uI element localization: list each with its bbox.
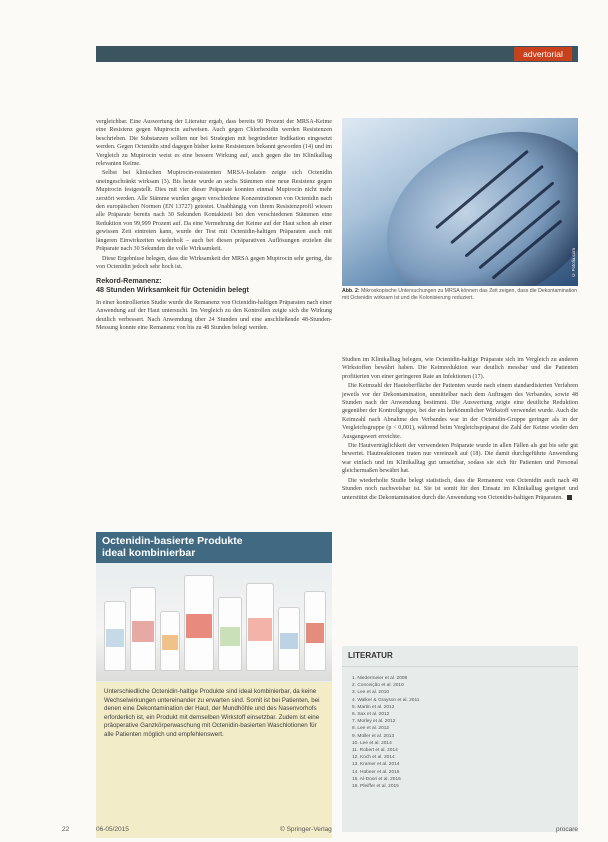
literature-item: 8. Lee et al. 2012 xyxy=(352,726,390,732)
photo-credit: © Fotolia.com xyxy=(571,248,576,278)
body-paragraph: Selbst bei klinischen Mupirocin-resistenten MRSA-Isolaten zeigte sich Octenidin uneingeschränkt wirksam (3). Bis heute wurde an sechs Stämmen eine neue Resistenz gegen Mupirocin festgestellt. Dies mit vier dieser Präparate konnten einmal Mupirocin nicht mehr zerstört werden. Alle Stämme wurden gegen verschiedene Konzentrationen von Octenidin nach den europäischen Normen (EN 13727) getestet. Unabhängig von ihrem Resistenzprofil wiesen alle Präparate bereits nach 30 Sekunden Kontaktzeit bei den verschiedenen Stämmen eine Reduktion von 99,999 Prozent auf. Da eine Vermehrung der Keime auf der Haut schon ab einer gewissen Zeit eintreten kann, wurde der Test mit Octenidin-haltigen Präparaten auch mit längeren Einwirkzeiten wiederholt – auch bei diesen präparativen Auflösungen erzielen die Präparate nach 30 Sekunden die volle Wirksamkeit. xyxy=(96,170,332,253)
literature-item: 16. Pfeiffer et al. 2015 xyxy=(352,784,399,790)
literature-list xyxy=(342,667,578,790)
box-text: Unterschiedliche Octenidin-haltige Produkte sind ideal kombinierbar, da keine Wechselwirkungen untereinander zu erwarten sind. Somit ist bei Patienten, bei denen eine Dekontamination der Haut, der Mundhöhle und des Nasenvorhofs erforderlich ist, ein Produkt mit demselben Wirkstoff einsetzbar. Zudem ist eine präoperative Ganzkörperwaschung mit Octenidin-basierten Waschlotionen für alle Patienten möglich und empfehlenswert. xyxy=(96,682,332,838)
product-bottle xyxy=(218,597,242,671)
body-paragraph: Die Hautverträglichkeit der verwendeten Präparate wurde in allen Fällen als gut bis sehr gut bewertet. Hautreaktionen traten nur vereinzelt auf (18). Die damit durchgeführte Anwendung war einfach und im Klinikalltag gut umsetzbar, sodass sie sich für Patienten und Personal gleichermaßen bewährt hat. xyxy=(342,443,578,475)
literature-box xyxy=(342,646,578,832)
body-paragraph: vergleichbar. Eine Auswertung der Literatur ergab, dass bereits 90 Prozent der MRSA-Keime eine Resistenz gegen Mupirocin aufweisen. Auch gegen Chlorhexidin werden Resistenzen beschrieben. Die Substanzen sollten nur bei Strategien mit begründeter Indikation eingesetzt werden. Gegen Octenidin sind dagegen bisher keine Resistenzen bekannt geworden (14) und im Vergleich zu Mupirocin weist es eine bessere Wirkung auf, auch gegen die im Klinikalltag relevanten Keime. xyxy=(96,119,332,168)
literature-item: 10. Lee et al. 2014 xyxy=(352,740,392,746)
section-tab-advertorial: advertorial xyxy=(514,47,572,61)
right-text-column xyxy=(342,356,578,503)
body-paragraph: Studien im Klinikalltag belegen, wie Octenidin-haltige Präparate sich im Vergleich zu anderen Wirkstoffen bewährt haben. Die Keimreduktion war deutlich messbar und die Patienten profitierten von einer geringeren Rate an Infektionen (17). xyxy=(342,357,578,380)
journal-name: procare xyxy=(555,826,578,833)
body-paragraph xyxy=(342,477,578,502)
product-bottle xyxy=(246,583,274,671)
body-paragraph: Die Keimzahl der Hautoberfläche der Patienten wurde nach einem standardisierten Verfahren jeweils vor der Dekontamination, unmittelbar nach dem Auftragen des Verbandes, sowie 48 Stunden nach der Anwendung bestimmt. Die Auswertung zeigte eine deutliche Reduktion gegenüber der Kontrollgruppe, bei der ein herkömmlicher Wirkstoff verwendet wurde. Auch die Keimzahl nach Abnahme des Verbandes war in der Octenidin-Gruppe geringer als in der Vergleichsgruppe (p < 0,001), während beim Vergleichspräparat die Zahl der Keime wieder den Ausgangswert erreichte. xyxy=(342,383,578,440)
page-number: 22 xyxy=(62,826,70,833)
literature-item: 3. Lee et al. 2010 xyxy=(352,690,390,696)
mrsa-culture-photo xyxy=(342,118,578,286)
product-bottle xyxy=(160,611,180,671)
literature-item: 9. Müller et al. 2013 xyxy=(352,733,395,739)
literature-item: 11. Robert et al. 2014 xyxy=(352,748,398,754)
product-bottle xyxy=(278,607,300,671)
product-bottle xyxy=(130,587,156,671)
photo-caption xyxy=(342,288,578,301)
literature-item: 5. Martin et al. 2012 xyxy=(352,704,395,710)
literature-item: 13. Kramer et al. 2014 xyxy=(352,762,400,768)
product-bottle xyxy=(304,591,326,671)
issue-date: 06-05/2015 xyxy=(96,826,129,833)
literature-item: 14. Hübner et al. 2015 xyxy=(352,769,400,775)
box-title-line-2: ideal kombinierbar xyxy=(102,546,196,559)
paragraph-text: Die wiederholte Studie belegt statistisch, dass die Remanenz von Octenidin auch nach 48 Stunden noch nachweisbar ist. Sie ist somit für den Einsatz im Klinikalltag geeignet und unterstützt die Dekontamination durch die Anwendung von Octenidin-haltigen Präparaten. xyxy=(342,477,578,501)
end-of-article-mark xyxy=(567,495,572,500)
literature-item: 6. Sax et al. 2012 xyxy=(352,712,390,718)
section-header-band xyxy=(96,46,578,62)
literature-item: 4. Walker & Grayson et al. 2011 xyxy=(352,697,420,703)
section-subheading xyxy=(96,277,332,295)
literature-item: 15. Al-Doori et al. 2015 xyxy=(352,776,401,782)
caption-text: Mikroskopische Untersuchungen zu MRSA können das Zeit zeigen, dass die Dekontamination mit Octenidin wirksam ist und die Kolonisierung reduziert. xyxy=(342,288,578,301)
product-info-box xyxy=(96,532,332,838)
literature-item: 1. Niedermeier et al. 2008 xyxy=(352,676,408,681)
literature-item: 7. Morley et al. 2012 xyxy=(352,719,396,725)
literature-title: LITERATUR xyxy=(342,646,578,667)
box-title-line-1: Octenidin-basierte Produkte xyxy=(102,535,243,547)
body-paragraph: In einer kontrollierten Studie wurde die Remanenz von Octenidin-haltigen Präparaten nach einer Anwendung auf der Haut untersucht. Im Vergleich zu den Kontrollen zeigte sich die Wirkung deutlich verbessert. Nach Anwendung über 24 Stunden und eine anschließende 48-Stunden-Messung konnte eine Remanenz von bis zu 48 Stunden belegt werden. xyxy=(96,299,332,332)
subheading-line-1: Rekord-Remanenz: xyxy=(96,276,162,286)
literature-item: 2. Conceição et al. 2010 xyxy=(352,683,404,689)
product-bottle xyxy=(104,601,126,671)
body-paragraph: Diese Ergebnisse belegen, dass die Wirksamkeit der MRSA gegen Mupirocin sehr gering, die von Octenidin jedoch sehr hoch ist. xyxy=(96,255,332,270)
product-bottles-image xyxy=(96,563,332,681)
product-bottle xyxy=(184,575,214,671)
box-title xyxy=(96,532,332,563)
literature-item: 12. Koch et al. 2014 xyxy=(352,755,395,761)
caption-label: Abb. 2: xyxy=(342,288,360,294)
publisher: © Springer-Verlag xyxy=(280,826,332,833)
left-text-column xyxy=(96,118,332,334)
subheading-line-2: 48 Stunden Wirksamkeit für Octenidin belegt xyxy=(96,285,249,295)
